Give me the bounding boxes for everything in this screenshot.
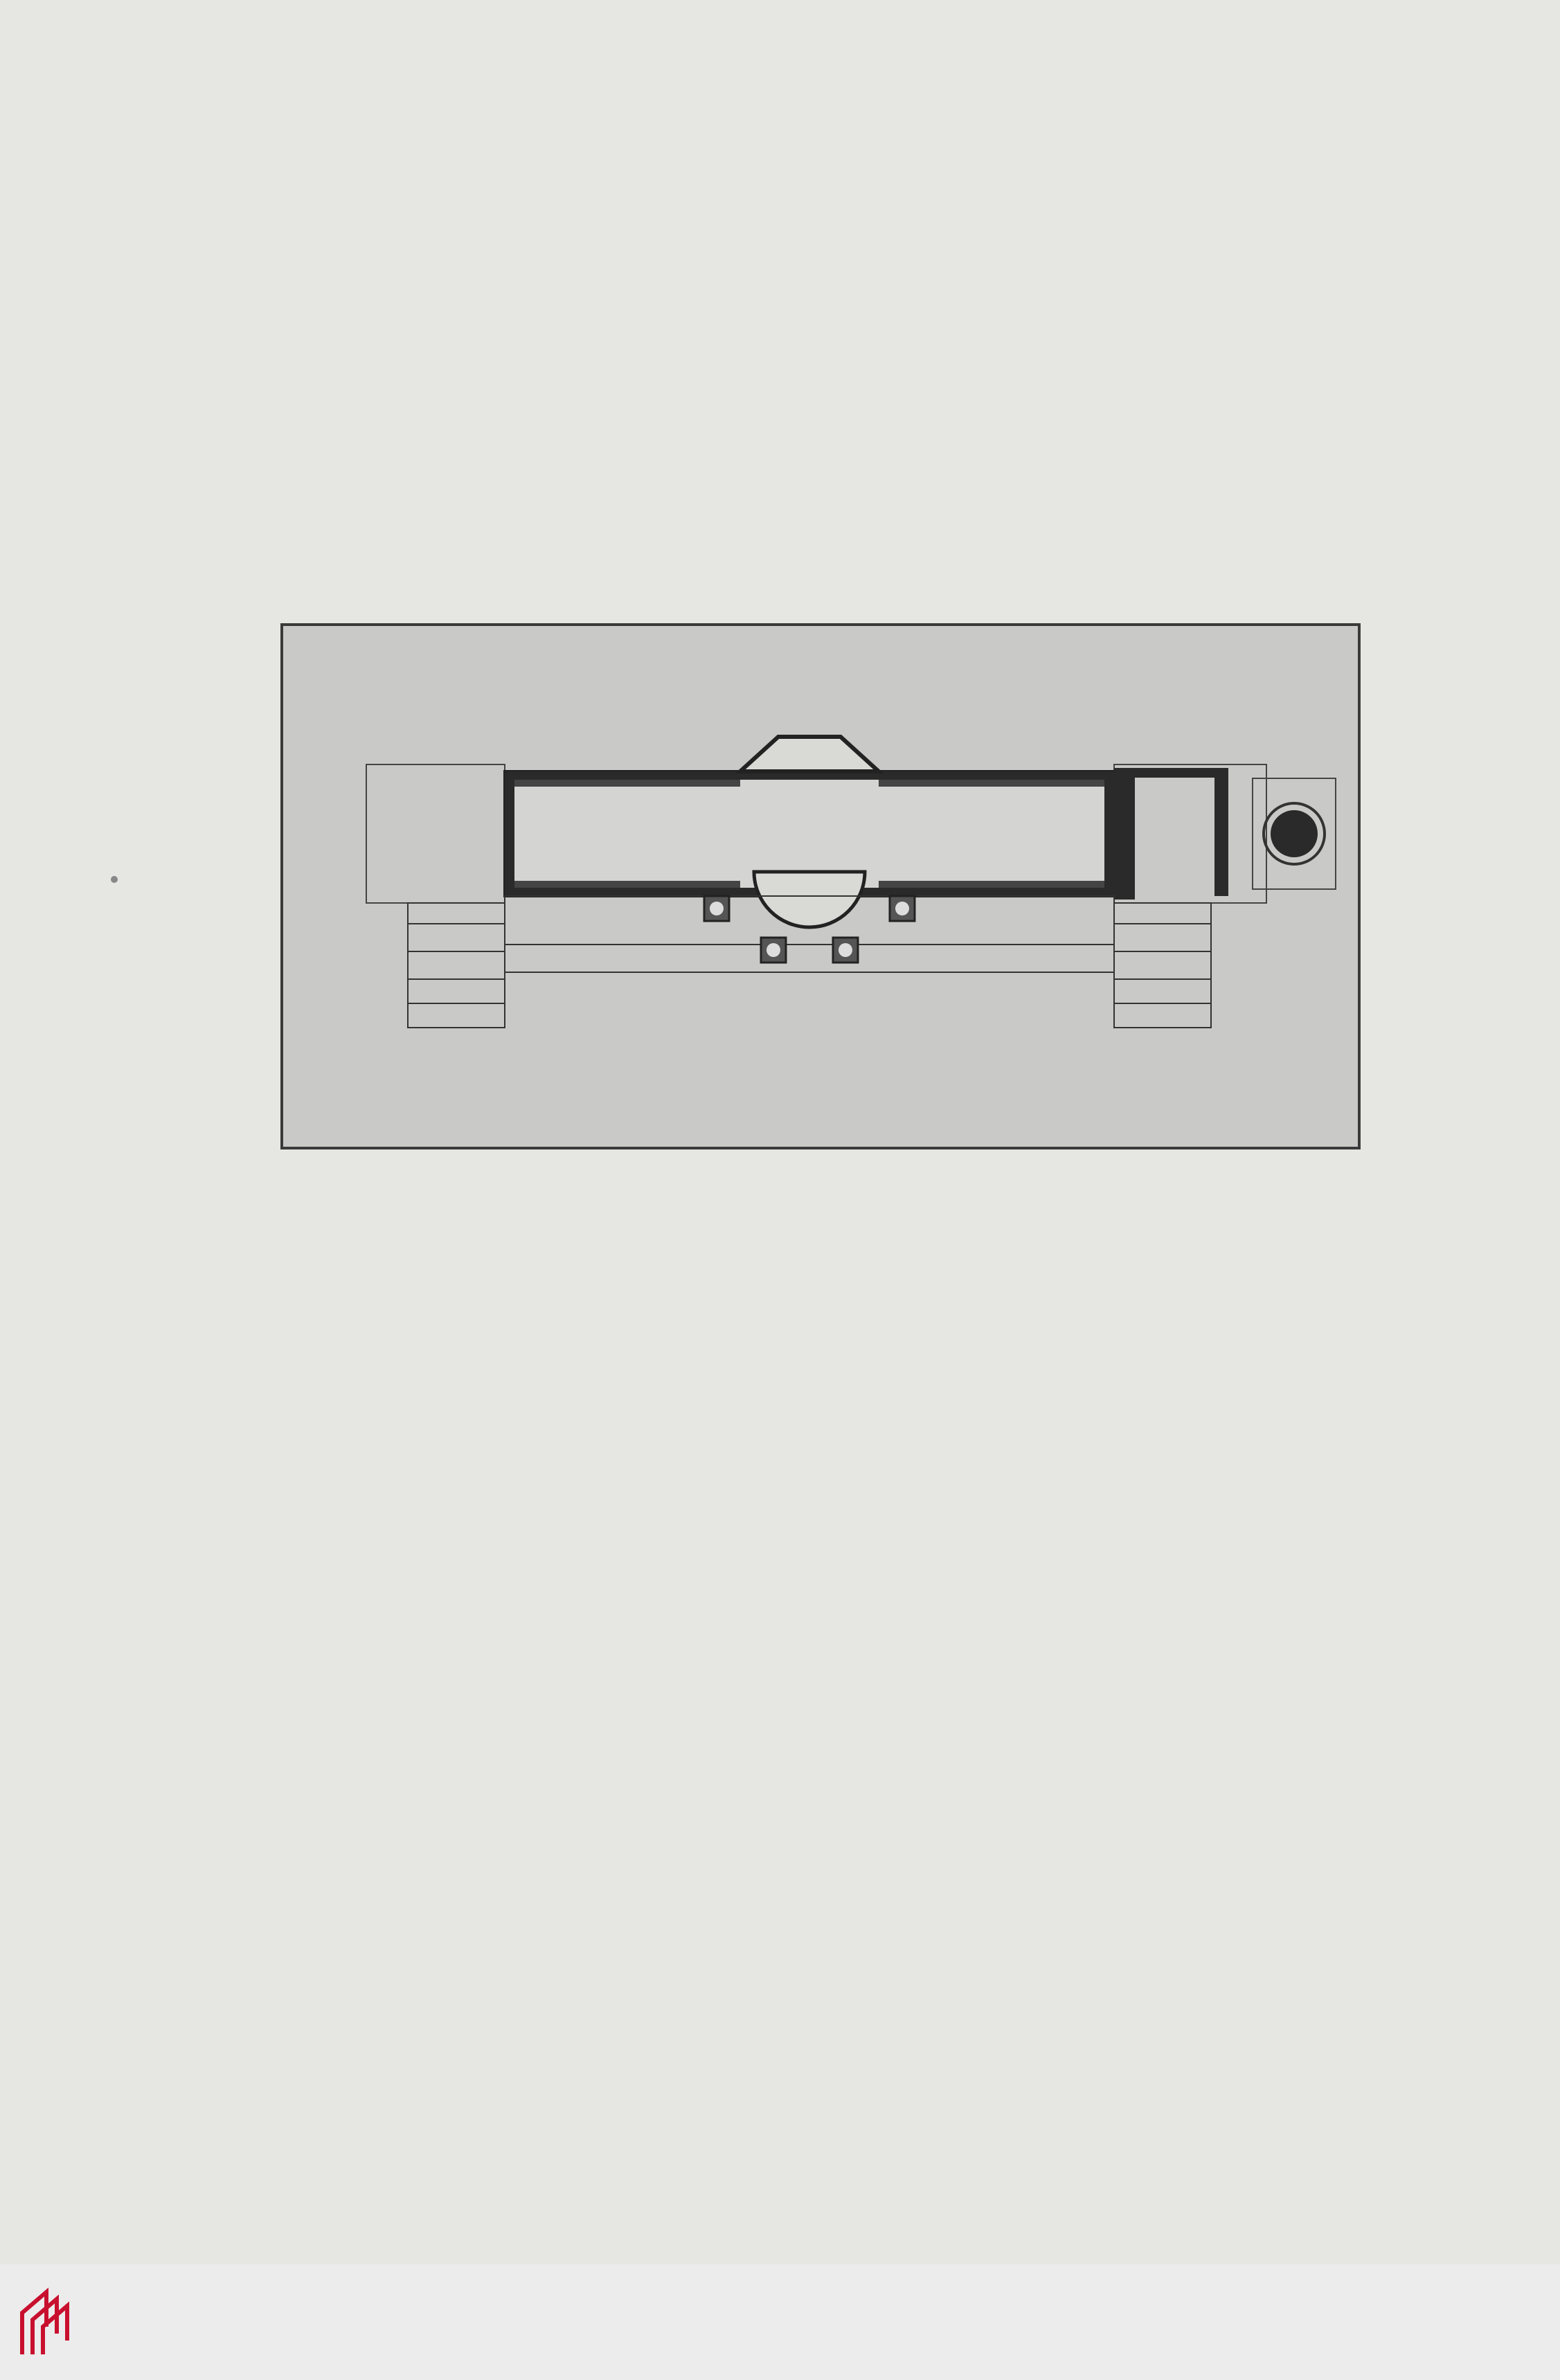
footer-bar [0, 2264, 1560, 2380]
university-library-logo [15, 2285, 78, 2361]
floor-plan-figure [280, 623, 1361, 1149]
page-marker-dot [111, 876, 118, 883]
ambone-plan-drawing [283, 626, 1358, 1147]
